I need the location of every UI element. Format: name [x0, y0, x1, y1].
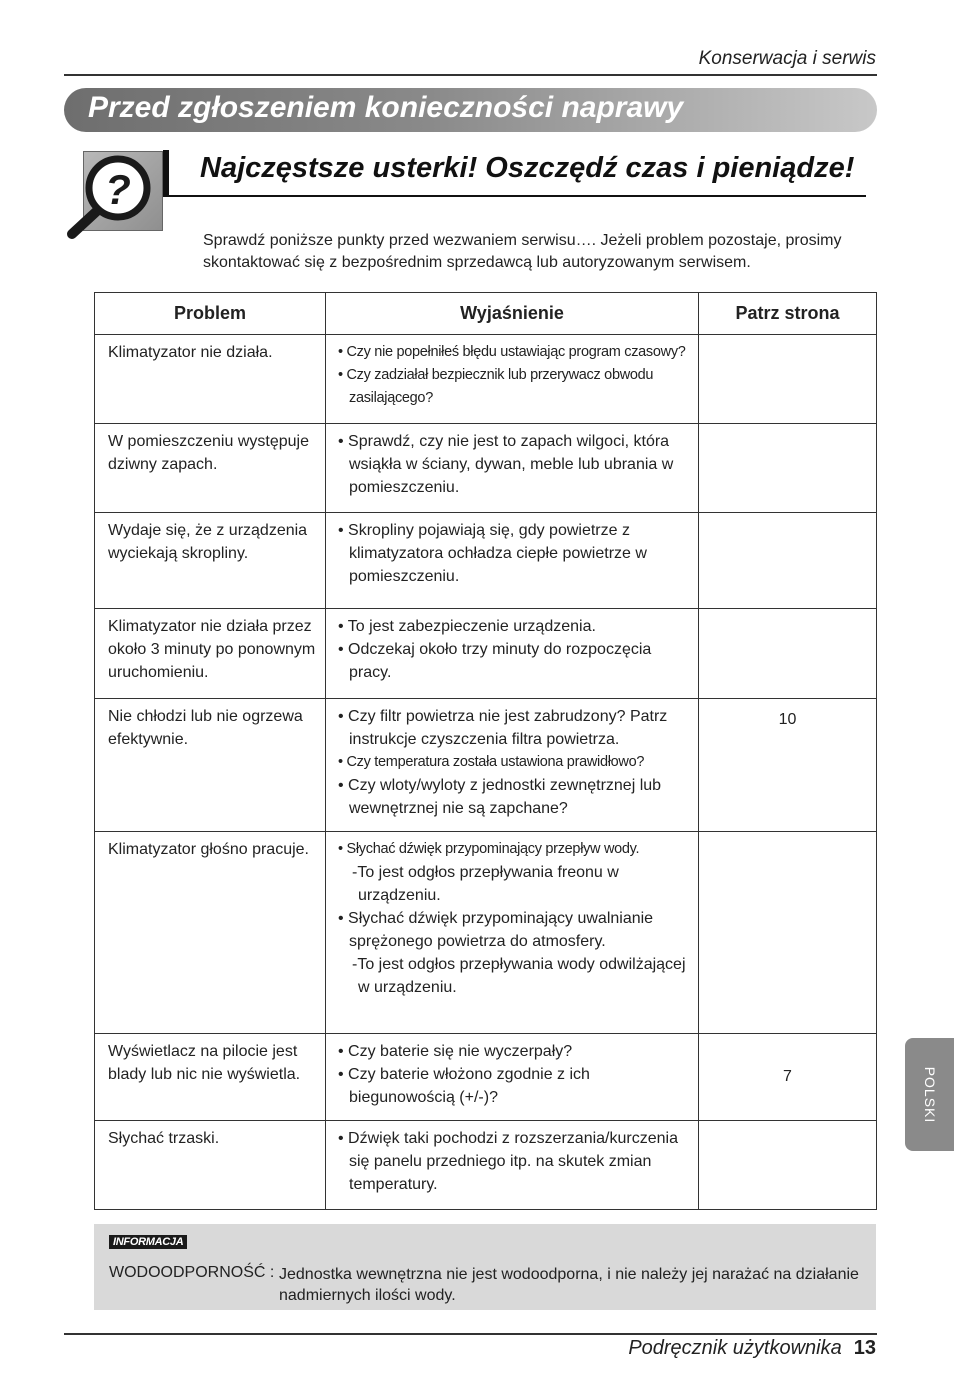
explanation-cell — [326, 335, 699, 424]
page-number: 13 — [853, 1337, 876, 1359]
problem-cell: Klimatyzator głośno pracuje. — [95, 832, 326, 1034]
problem-cell: Klimatyzator nie działa. — [95, 335, 326, 424]
explanation-item: • Czy filtr powietrza nie jest zabrudzony? Patrz instrukcje czyszczenia filtra powietrza. — [338, 708, 668, 748]
explanation-cell — [326, 1121, 699, 1210]
explanation-item: • Czy temperatura została ustawiona prawidłowo? — [338, 754, 645, 770]
footer-manual-title: Podręcznik użytkownika — [628, 1337, 842, 1359]
explanation-item: • To jest zabezpieczenie urządzenia. — [338, 618, 596, 635]
explanation-item: • Czy nie popełniłeś błędu ustawiając program czasowy? — [338, 344, 686, 360]
explanation-subitem: -To jest odgłos przepływania freonu w urządzeniu. — [352, 864, 619, 904]
problem-cell: Klimatyzator nie działa przez około 3 minuty po ponownym uruchomieniu. — [95, 609, 326, 699]
problem-cell: W pomieszczeniu występuje dziwny zapach. — [95, 424, 326, 513]
page-ref-cell — [699, 513, 877, 609]
intro-line: skontaktować się z bezpośrednim sprzedawcą lub autoryzowanym serwisem. — [203, 254, 751, 271]
table-row — [95, 609, 877, 699]
explanation-item: • Słychać dźwięk przypominający przepływ wody. — [338, 841, 640, 857]
column-header-page: Patrz strona — [699, 293, 877, 335]
explanation-item: • Czy zadziałał bezpiecznik lub przerywacz obwodu zasilającego? — [338, 367, 654, 406]
column-header-explanation: Wyjaśnienie — [326, 293, 699, 335]
magnifier-icon — [66, 148, 168, 240]
explanation-item: • Skropliny pojawiają się, gdy powietrze z klimatyzatora ochładza ciepłe powietrze w pomieszczeniu. — [338, 522, 647, 585]
page-ref-cell — [699, 335, 877, 424]
troubleshooting-table — [94, 292, 877, 1210]
page-ref-cell — [699, 1121, 877, 1210]
section-header: Konserwacja i serwis — [698, 48, 876, 69]
header-divider — [64, 74, 877, 76]
magnifier-question-icon — [66, 148, 168, 240]
page-subtitle: Najczęstsze usterki! Oszczędź czas i pieniądze! — [200, 152, 855, 184]
table-row — [95, 1121, 877, 1210]
table-row — [95, 335, 877, 424]
section-banner — [64, 88, 877, 132]
column-header-problem: Problem — [95, 293, 326, 335]
subtitle-divider — [163, 195, 866, 197]
svg-text:?: ? — [105, 166, 131, 213]
table-row — [95, 699, 877, 832]
page-ref-cell — [699, 609, 877, 699]
information-box — [94, 1224, 876, 1310]
page-ref-cell — [699, 424, 877, 513]
information-text: Jednostka wewnętrzna nie jest wodoodporna, i nie należy jej narażać na działanie nadmiernych ilości wody. — [279, 1266, 859, 1304]
intro-text — [203, 230, 873, 274]
page-ref-cell: 7 — [699, 1034, 877, 1121]
information-badge: INFORMACJA — [109, 1235, 187, 1249]
explanation-item: • Czy wloty/wyloty z jednostki zewnętrznej lub wewnętrznej nie są zapchane? — [338, 777, 662, 817]
explanation-cell — [326, 424, 699, 513]
explanation-item: • Czy baterie włożono zgodnie z ich biegunowością (+/-)? — [338, 1066, 590, 1106]
language-tab — [905, 1038, 954, 1151]
explanation-item: • Odczekaj około trzy minuty do rozpoczęcia pracy. — [338, 641, 652, 681]
explanation-cell — [326, 699, 699, 832]
explanation-cell — [326, 1034, 699, 1121]
information-label: WODOODPORNOŚĆ : — [109, 1264, 275, 1281]
table-row — [95, 513, 877, 609]
page-ref-cell: 10 — [699, 699, 877, 832]
banner-title: Przed zgłoszeniem konieczności naprawy — [88, 91, 684, 124]
explanation-item: • Słychać dźwięk przypominający uwalnianie sprężonego powietrza do atmosfery. — [338, 910, 654, 950]
table-row — [95, 1034, 877, 1121]
explanation-item: • Czy baterie się nie wyczerpały? — [338, 1043, 573, 1060]
explanation-cell — [326, 609, 699, 699]
language-tab-label: POLSKI — [921, 1066, 938, 1123]
footer — [628, 1337, 876, 1360]
problem-cell: Nie chłodzi lub nie ogrzewa efektywnie. — [95, 699, 326, 832]
explanation-subitem: -To jest odgłos przepływania wody odwilżającej w urządzeniu. — [352, 956, 686, 996]
table-header-row — [95, 293, 877, 335]
footer-divider — [64, 1333, 877, 1335]
intro-line: Sprawdź poniższe punkty przed wezwaniem serwisu…. Jeżeli problem pozostaje, prosimy — [203, 232, 842, 249]
subtitle-accent-bar — [163, 150, 169, 196]
explanation-cell — [326, 513, 699, 609]
table-row — [95, 424, 877, 513]
problem-cell: Wyświetlacz na pilocie jest blady lub nic nie wyświetla. — [95, 1034, 326, 1121]
explanation-item: • Dźwięk taki pochodzi z rozszerzania/kurczenia się panelu przedniego itp. na skutek zmian temperatury. — [338, 1130, 678, 1193]
problem-cell: Słychać trzaski. — [95, 1121, 326, 1210]
page-ref-cell — [699, 832, 877, 1034]
explanation-cell — [326, 832, 699, 1034]
table-row — [95, 832, 877, 1034]
problem-cell: Wydaje się, że z urządzenia wyciekają skropliny. — [95, 513, 326, 609]
explanation-item: • Sprawdź, czy nie jest to zapach wilgoci, która wsiąkła w ściany, dywan, meble lub ubrania w pomieszczeniu. — [338, 433, 674, 496]
